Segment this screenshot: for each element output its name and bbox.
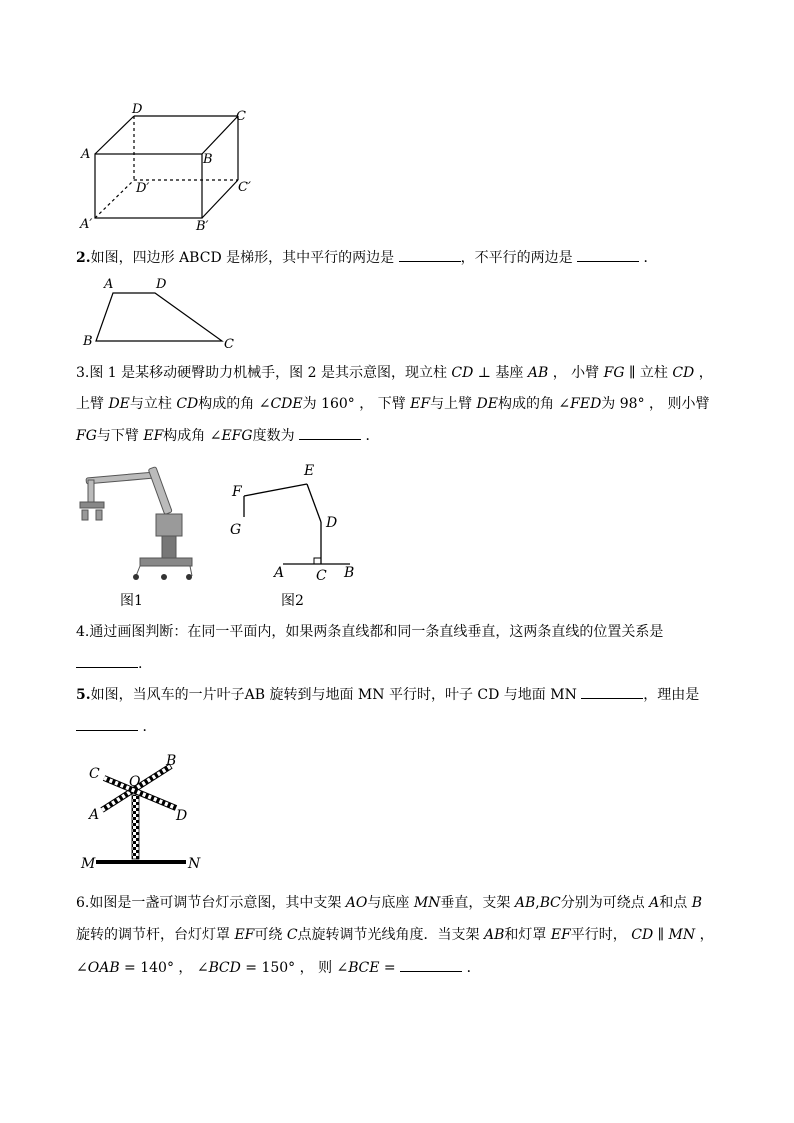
q6-end: ． xyxy=(466,960,481,976)
trap-label-b: B xyxy=(83,334,93,349)
box-label-a1: A′ xyxy=(80,217,93,232)
question-4-line-2 xyxy=(76,653,142,674)
schem-label-d: D xyxy=(326,515,338,531)
wind-label-c: C xyxy=(89,766,100,782)
q6-text-3: ∠𝑂𝐴𝐵 = 140° ， ∠𝐵𝐶𝐷 = 150° ， 则 ∠𝐵𝐶𝐸 = xyxy=(76,960,396,976)
mechanical-arm-photo xyxy=(74,460,194,582)
box-label-c: C xyxy=(236,109,246,124)
question-3-line-3 xyxy=(76,425,380,446)
schem-label-g: G xyxy=(230,522,242,538)
q4-blank[interactable] xyxy=(76,653,138,668)
box-label-b1: B′ xyxy=(196,219,209,234)
question-6-line-3 xyxy=(76,957,481,978)
q2-end: ． xyxy=(643,250,658,266)
trap-label-d: D xyxy=(156,277,167,292)
box-label-a: A xyxy=(81,147,91,162)
fig1-caption: 图1 xyxy=(120,593,143,609)
box-label-b: B xyxy=(203,152,213,167)
q2-text-2: ，不平行的两边是 xyxy=(460,250,573,266)
question-4-line-1: 4.通过画图判断：在同一平面内，如果两条直线都和同一条直线垂直，这两条直线的位置关系是 xyxy=(76,624,664,640)
wind-label-a: A xyxy=(89,807,100,823)
q5-number: 5. xyxy=(76,687,91,703)
schem-label-f: F xyxy=(232,484,242,500)
trapezoid-figure xyxy=(80,275,240,350)
q3-blank[interactable] xyxy=(299,425,361,440)
wind-label-m: M xyxy=(81,856,96,872)
trap-label-a: A xyxy=(104,277,114,292)
box-label-d: D xyxy=(132,102,143,117)
wind-label-b: B xyxy=(166,753,177,769)
wind-label-n: N xyxy=(188,856,201,872)
fig2-caption: 图2 xyxy=(281,593,304,609)
q2-blank-1[interactable] xyxy=(399,247,461,262)
q5-text-2: ，理由是 xyxy=(643,687,700,703)
q6-blank[interactable] xyxy=(400,957,462,972)
q5-text-1: 如图，当风车的一片叶子AB 旋转到与地面 MN 平行时，叶子 CD 与地面 MN xyxy=(90,687,577,703)
schem-label-b: B xyxy=(344,565,355,581)
q2-blank-2[interactable] xyxy=(577,247,639,262)
question-3-line-2: 上臂 𝐷𝐸与立柱 𝐶𝐷构成的角 ∠𝐶𝐷𝐸为 160° ， 下臂 𝐸𝐹与上臂 𝐷𝐸构成的角 ∠𝐹𝐸𝐷为 98° ， 则小臂 xyxy=(76,396,710,412)
q5-blank-2[interactable] xyxy=(76,716,138,731)
box-label-c1: C′ xyxy=(238,180,251,195)
arm-schematic xyxy=(225,460,365,585)
question-2 xyxy=(76,247,657,268)
question-6-line-1: 6.如图是一盏可调节台灯示意图，其中支架 𝐴𝑂与底座 𝑀𝑁垂直，支架 𝐴𝐵,𝐵𝐶分别为可绕点 𝐴和点 𝐵 xyxy=(76,895,703,911)
question-6-line-2: 旋转的调节杆，台灯灯罩 𝐸𝐹可绕 𝐶点旋转调节光线角度．当支架 𝐴𝐵和灯罩 𝐸𝐹平行时， 𝐶𝐷 ∥ 𝑀𝑁 ， xyxy=(76,927,714,943)
box-label-d1: D′ xyxy=(136,181,150,196)
q5-end: ． xyxy=(142,719,157,735)
question-5-line-1 xyxy=(76,684,699,705)
wind-label-o: O xyxy=(129,774,141,790)
schem-label-a: A xyxy=(274,565,285,581)
box-figure xyxy=(76,100,266,235)
question-5-line-2 xyxy=(76,716,156,737)
q3-end: ． xyxy=(365,428,380,444)
trap-label-c: C xyxy=(224,337,234,350)
schem-label-c: C xyxy=(316,568,327,584)
q3-text-3: 𝐹𝐺与下臂 𝐸𝐹构成角 ∠𝐸𝐹𝐺度数为 xyxy=(76,428,295,444)
q2-text-1: 如图，四边形 ABCD 是梯形，其中平行的两边是 xyxy=(90,250,395,266)
schem-label-e: E xyxy=(304,463,315,479)
windmill-figure xyxy=(76,748,211,873)
q5-blank-1[interactable] xyxy=(581,684,643,699)
q2-number: 2. xyxy=(76,250,91,266)
question-3-line-1: 3.图 1 是某移动硬臀助力机械手，图 2 是其示意图，现立柱 𝐶𝐷 ⊥ 基座 𝐴𝐵 ， 小臂 𝐹𝐺 ∥ 立柱 𝐶𝐷 ， xyxy=(76,365,713,381)
q4-end: . xyxy=(138,656,143,672)
wind-label-d: D xyxy=(176,808,188,824)
